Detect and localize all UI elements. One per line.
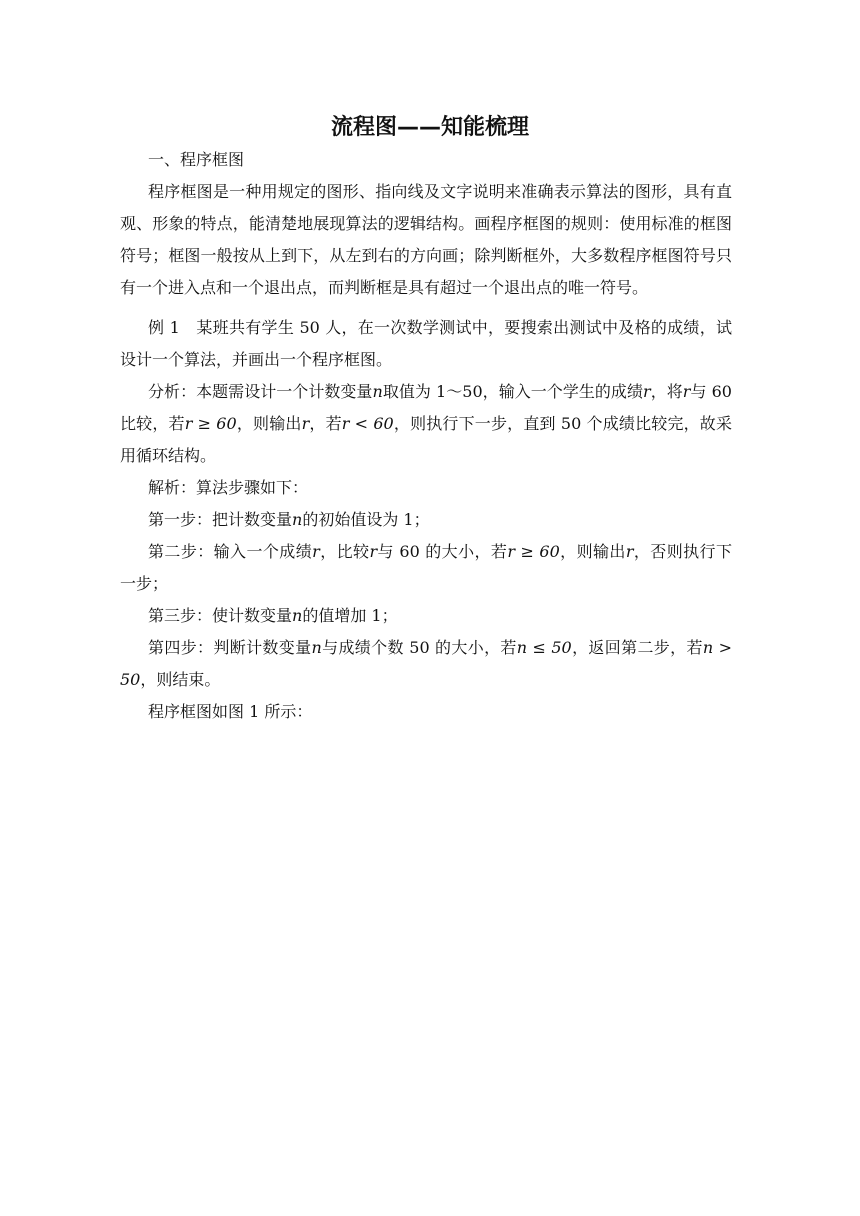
text-run: ，则执行下一步，直到 50 个成绩比较完，故采用循环结构。 xyxy=(120,414,732,465)
example-paragraph: 例 1 某班共有学生 50 人，在一次数学测试中，要搜索出测试中及格的成绩，试设计一个算法，并画出一个程序框图。 xyxy=(120,318,732,369)
step-3 xyxy=(120,600,732,632)
step-1 xyxy=(120,504,732,536)
math-var: r xyxy=(301,414,310,433)
text-run: 的值增加 1； xyxy=(302,606,398,625)
math-expr: n ≤ 50 xyxy=(516,638,572,657)
text-run: ，则结束。 xyxy=(140,670,221,689)
text-run: 取值为 1～50，输入一个学生的成绩 xyxy=(382,382,643,401)
text-run: 的初始值设为 1； xyxy=(302,510,430,529)
text-run: 分析：本题需设计一个计数变量 xyxy=(148,382,373,401)
text-run: ，则输出 xyxy=(236,414,302,433)
text-run: 第一步：把计数变量 xyxy=(148,510,293,529)
math-var: r xyxy=(643,382,651,401)
math-var: r xyxy=(625,542,634,561)
step-4 xyxy=(120,632,732,696)
math-var: n xyxy=(311,638,322,657)
text-run: ，则输出 xyxy=(559,542,626,561)
math-var: n xyxy=(372,382,383,401)
text-run: 第三步：使计数变量 xyxy=(148,606,293,625)
math-var: r xyxy=(369,542,378,561)
math-expr: r < 60 xyxy=(341,414,394,433)
document-body xyxy=(120,144,732,728)
math-var: r xyxy=(682,382,691,401)
step-2 xyxy=(120,536,732,600)
math-expr: r ≥ 60 xyxy=(507,542,560,561)
section-heading: 一、程序框图 xyxy=(148,150,245,169)
math-expr: n > 50 xyxy=(120,638,732,689)
text-run: ，返回第二步，若 xyxy=(571,638,703,657)
math-var: n xyxy=(292,510,303,529)
solution-heading: 解析：算法步骤如下： xyxy=(148,478,309,497)
text-run: ，否则执行下一步； xyxy=(120,542,732,593)
figure-caption: 程序框图如图 1 所示： xyxy=(148,702,313,721)
text-run: 与成绩个数 50 的大小，若 xyxy=(321,638,517,657)
text-run: 与 60 比较，若 xyxy=(120,382,732,433)
page-title: 流程图——知能梳理 xyxy=(330,115,529,140)
text-run: ，将 xyxy=(650,382,683,401)
math-var: r xyxy=(312,542,320,561)
text-run: 与 60 的大小，若 xyxy=(377,542,508,561)
intro-paragraph: 程序框图是一种用规定的图形、指向线及文字说明来准确表示算法的图形，具有直观、形象的特点，能清楚地展现算法的逻辑结构。画程序框图的规则：使用标准的框图符号；框图一般按从上到下，从左到右的方向画；除判断框外，大多数程序框图符号只有一个进入点和一个退出点，而判断框是具有超过一个退出点的唯一符号。 xyxy=(120,182,732,297)
text-run: 第二步：输入一个成绩 xyxy=(148,542,313,561)
text-run: 第四步：判断计数变量 xyxy=(148,638,312,657)
math-var: n xyxy=(292,606,303,625)
math-expr: r ≥ 60 xyxy=(184,414,237,433)
text-run: ，比较 xyxy=(319,542,370,561)
text-run: ，若 xyxy=(309,414,342,433)
analysis-paragraph xyxy=(120,376,732,472)
